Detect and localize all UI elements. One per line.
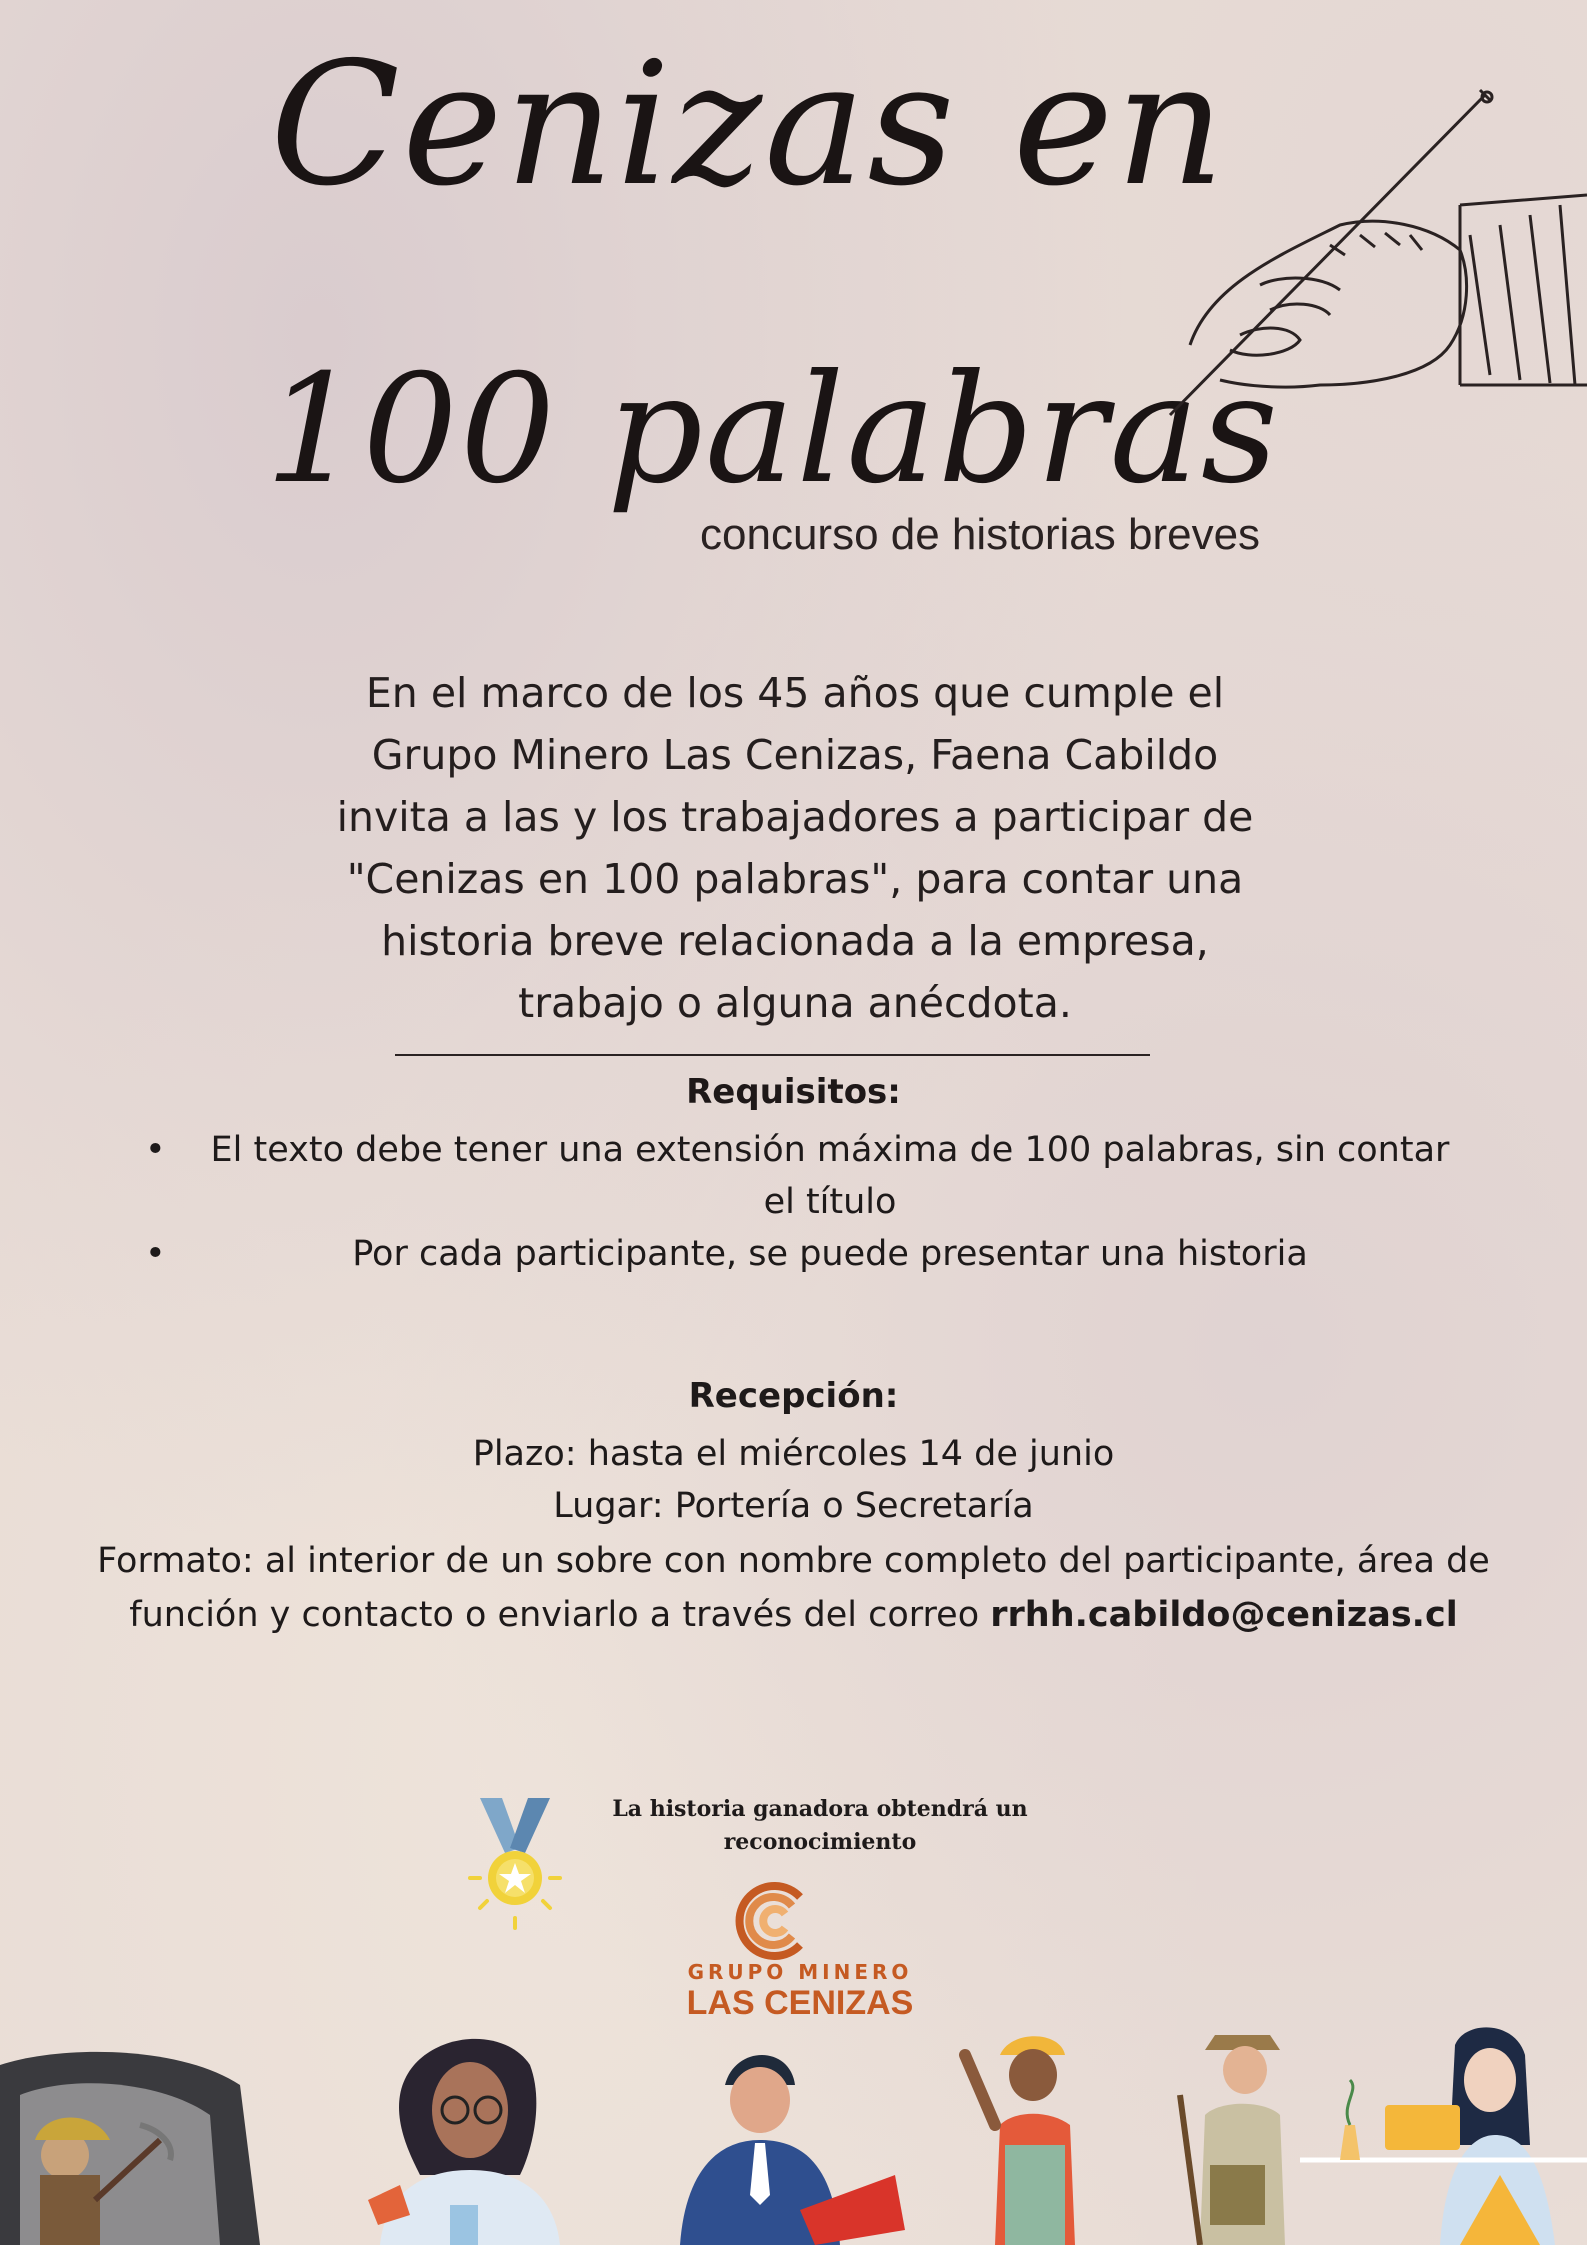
recepcion-lugar: Lugar: Portería o Secretaría xyxy=(553,1486,1034,1526)
intro-line: trabajo o alguna anécdota. xyxy=(518,979,1072,1027)
requisitos-list xyxy=(140,1124,1460,1280)
workers-illustration xyxy=(0,2025,1587,2245)
recepcion-formato: Formato: al interior de un sobre con nombre completo del participante, área de función y contacto o enviarlo a través del correo xyxy=(97,1541,1490,1635)
title-line-2: 100 palabras xyxy=(265,343,1280,517)
recepcion-formato-block xyxy=(40,1534,1547,1642)
requisito-text: El texto debe tener una extensión máxima de 100 palabras, sin contar el título xyxy=(210,1130,1450,1222)
scientist-illustration xyxy=(368,2039,560,2245)
businessman-illustration xyxy=(680,2055,905,2245)
miner-illustration xyxy=(0,2052,260,2245)
explorer-illustration xyxy=(1180,2035,1285,2245)
bullet-icon: • xyxy=(145,1234,166,1274)
intro-line: historia breve relacionada a la empresa, xyxy=(381,917,1209,965)
subtitle: concurso de historias breves xyxy=(700,510,1261,559)
requisito-text: Por cada participante, se puede presentar una historia xyxy=(352,1234,1308,1274)
construction-worker-illustration xyxy=(965,2036,1075,2245)
intro-line: En el marco de los 45 años que cumple el xyxy=(365,669,1225,717)
recepcion-plazo: Plazo: hasta el miércoles 14 de junio xyxy=(472,1434,1115,1474)
medal-icon xyxy=(460,1793,570,1933)
intro-paragraph xyxy=(250,662,1340,1034)
list-item xyxy=(140,1124,1460,1228)
title-line-1: Cenizas en xyxy=(270,26,1227,224)
intro-line: Grupo Minero Las Cenizas, Faena Cabildo xyxy=(371,731,1219,779)
bullet-icon: • xyxy=(145,1130,166,1170)
list-item xyxy=(140,1228,1460,1280)
office-worker-illustration xyxy=(1300,2027,1587,2245)
intro-line: "Cenizas en 100 palabras", para contar una xyxy=(346,855,1244,903)
logo-line-2: LAS CENIZAS xyxy=(686,1984,914,2022)
logo-line-1: GRUPO MINERO xyxy=(687,1960,913,1984)
prize-text: La historia ganadora obtendrá un reconocimiento xyxy=(612,1796,1028,1855)
hand-pen-illustration xyxy=(1130,85,1587,465)
divider xyxy=(395,1054,1150,1056)
requisitos-heading: Requisitos: xyxy=(686,1072,901,1112)
email-link[interactable]: rrhh.cabildo@cenizas.cl xyxy=(990,1595,1458,1635)
recepcion-heading: Recepción: xyxy=(688,1376,899,1416)
company-logo-icon xyxy=(730,1882,810,1960)
intro-line: invita a las y los trabajadores a participar de xyxy=(336,793,1254,841)
